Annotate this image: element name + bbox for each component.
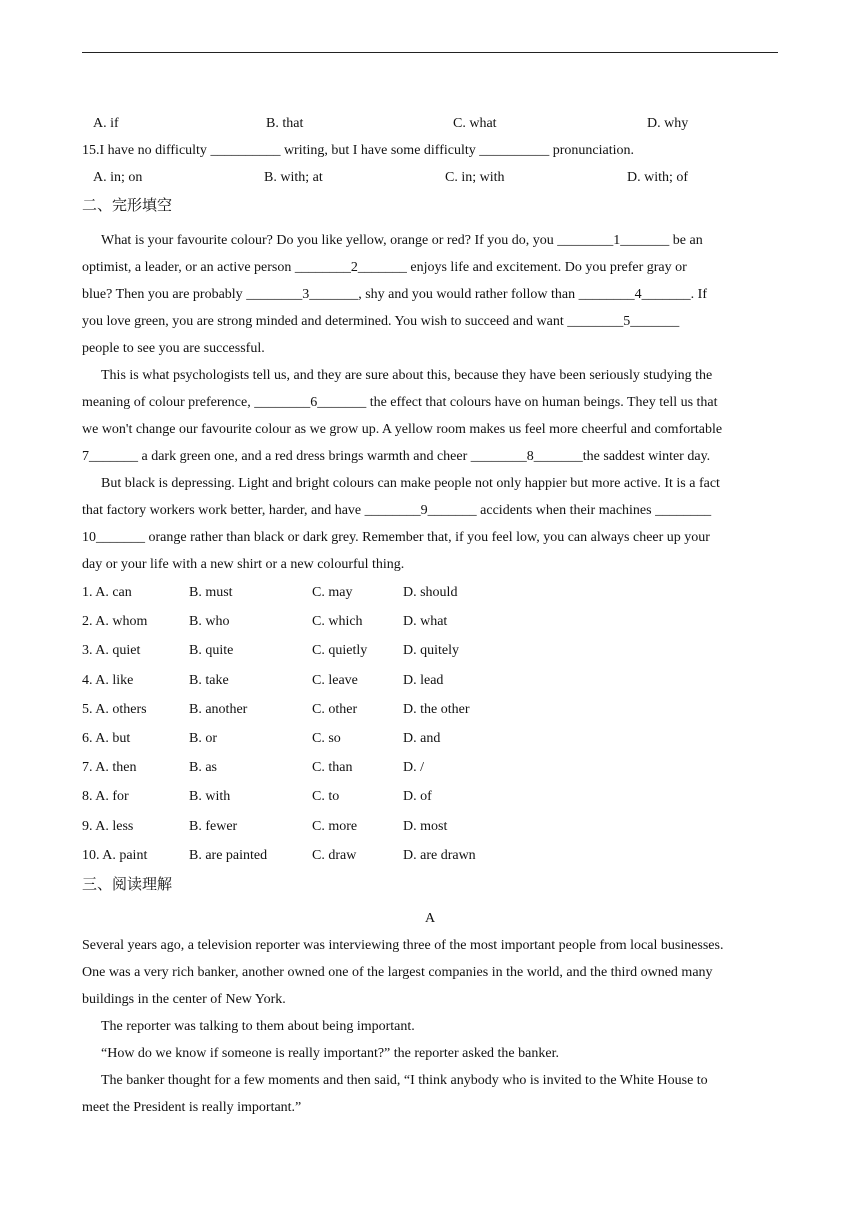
blank-5: ________5_______	[567, 314, 680, 329]
cloze-line-10: But black is depressing. Light and bright colours can make people not only happier but more active. It is a fact	[101, 476, 720, 491]
blank-2: ________2_______	[294, 260, 407, 275]
cloze-line-1: What is your favourite colour? Do you like yellow, orange or red? If you do, you ________1_______ be an	[101, 233, 703, 248]
cloze-option-7-d: D. /	[403, 760, 424, 775]
cloze-option-1-a: 1. A. can	[82, 585, 132, 600]
cloze-option-7-b: B. as	[189, 760, 217, 775]
blank-10: 10_______	[82, 530, 145, 545]
cloze-option-5-b: B. another	[189, 702, 248, 717]
cloze-line-8: we won't change our favourite colour as we grow up. A yellow room makes us feel more cheerful and comfortable	[82, 422, 723, 437]
q14-option-b: B. that	[266, 116, 304, 131]
blank-6: ________6_______	[254, 395, 367, 410]
cloze-line-6: This is what psychologists tell us, and they are sure about this, because they have been seriously studying the	[101, 368, 713, 383]
blank-7: 7_______	[82, 449, 138, 464]
cloze-option-1-b: B. must	[189, 585, 233, 600]
passage-label: A	[424, 911, 436, 926]
reading-line-6: The banker thought for a few moments and then said, “I think anybody who is invited to the White House to	[101, 1073, 708, 1088]
cloze-option-10-d: D. are drawn	[403, 848, 476, 863]
cloze-line-5: people to see you are successful.	[82, 341, 265, 356]
cloze-line-13: day or your life with a new shirt or a new colourful thing.	[82, 557, 405, 572]
cloze-option-3-d: D. quitely	[403, 643, 459, 658]
reading-line-4: The reporter was talking to them about being important.	[101, 1019, 415, 1034]
cloze-line-3: blue? Then you are probably ________3_______, shy and you would rather follow than ________4_______. If	[82, 287, 707, 302]
blank-1: ________1_______	[557, 233, 670, 248]
section-2-title: 二、完形填空	[82, 196, 173, 214]
cloze-option-8-c: C. to	[312, 789, 340, 804]
blank-4: ________4_______	[578, 287, 691, 302]
cloze-option-7-a: 7. A. then	[82, 760, 137, 775]
q15-option-a: A. in; on	[93, 170, 143, 185]
cloze-option-4-b: B. take	[189, 673, 229, 688]
blank-8: ________8_______	[470, 449, 583, 464]
reading-line-1: Several years ago, a television reporter was interviewing three of the most important people from local businesses.	[82, 938, 724, 953]
q14-option-a: A. if	[93, 116, 119, 131]
cloze-option-1-d: D. should	[403, 585, 458, 600]
cloze-option-5-a: 5. A. others	[82, 702, 147, 717]
cloze-option-9-d: D. most	[403, 819, 448, 834]
cloze-option-8-a: 8. A. for	[82, 789, 129, 804]
blank-10-start: ________	[655, 503, 712, 518]
cloze-option-5-c: C. other	[312, 702, 358, 717]
header-rule	[82, 52, 778, 53]
cloze-option-6-c: C. so	[312, 731, 341, 746]
cloze-option-9-a: 9. A. less	[82, 819, 134, 834]
cloze-option-9-c: C. more	[312, 819, 358, 834]
blank-3: ________3_______	[246, 287, 359, 302]
q14-option-c: C. what	[453, 116, 497, 131]
cloze-option-9-b: B. fewer	[189, 819, 238, 834]
cloze-line-4: you love green, you are strong minded and determined. You wish to succeed and want ________5_______	[82, 314, 680, 329]
reading-line-2: One was a very rich banker, another owned one of the largest companies in the world, and the third owned many	[82, 965, 713, 980]
reading-line-5: “How do we know if someone is really important?” the reporter asked the banker.	[101, 1046, 559, 1061]
cloze-line-2: optimist, a leader, or an active person ________2_______ enjoys life and excitement. Do you prefer gray or	[82, 260, 687, 275]
q14-option-d: D. why	[647, 116, 689, 131]
cloze-option-2-b: B. who	[189, 614, 230, 629]
cloze-option-10-c: C. draw	[312, 848, 357, 863]
reading-line-3: buildings in the center of New York.	[82, 992, 286, 1007]
cloze-option-6-b: B. or	[189, 731, 217, 746]
blank-9: ________9_______	[364, 503, 477, 518]
cloze-line-12: 10_______ orange rather than black or dark grey. Remember that, if you feel low, you can always cheer up your	[82, 530, 710, 545]
question-15: 15.I have no difficulty __________ writing, but I have some difficulty __________ pronunciation.	[82, 143, 635, 158]
cloze-option-8-b: B. with	[189, 789, 231, 804]
cloze-option-2-c: C. which	[312, 614, 363, 629]
cloze-option-3-c: C. quietly	[312, 643, 368, 658]
cloze-option-5-d: D. the other	[403, 702, 470, 717]
section-3-title: 三、阅读理解	[82, 875, 173, 893]
cloze-option-8-d: D. of	[403, 789, 432, 804]
cloze-option-7-c: C. than	[312, 760, 353, 775]
cloze-option-4-c: C. leave	[312, 673, 358, 688]
cloze-option-3-a: 3. A. quiet	[82, 643, 141, 658]
cloze-line-11: that factory workers work better, harder, and have ________9_______ accidents when their machines ________	[82, 503, 712, 518]
q15-option-b: B. with; at	[264, 170, 323, 185]
cloze-option-2-d: D. what	[403, 614, 448, 629]
cloze-option-4-d: D. lead	[403, 673, 444, 688]
cloze-option-2-a: 2. A. whom	[82, 614, 148, 629]
cloze-option-6-d: D. and	[403, 731, 441, 746]
cloze-option-3-b: B. quite	[189, 643, 234, 658]
cloze-line-7: meaning of colour preference, ________6_______ the effect that colours have on human beings. They tell us that	[82, 395, 718, 410]
q15-option-d: D. with; of	[627, 170, 689, 185]
reading-line-7: meet the President is really important.”	[82, 1100, 302, 1115]
cloze-option-10-b: B. are painted	[189, 848, 268, 863]
cloze-option-4-a: 4. A. like	[82, 673, 134, 688]
q15-option-c: C. in; with	[445, 170, 505, 185]
cloze-option-10-a: 10. A. paint	[82, 848, 148, 863]
cloze-option-1-c: C. may	[312, 585, 353, 600]
cloze-line-9: 7_______ a dark green one, and a red dress brings warmth and cheer ________8_______the saddest winter day.	[82, 449, 711, 464]
cloze-option-6-a: 6. A. but	[82, 731, 131, 746]
